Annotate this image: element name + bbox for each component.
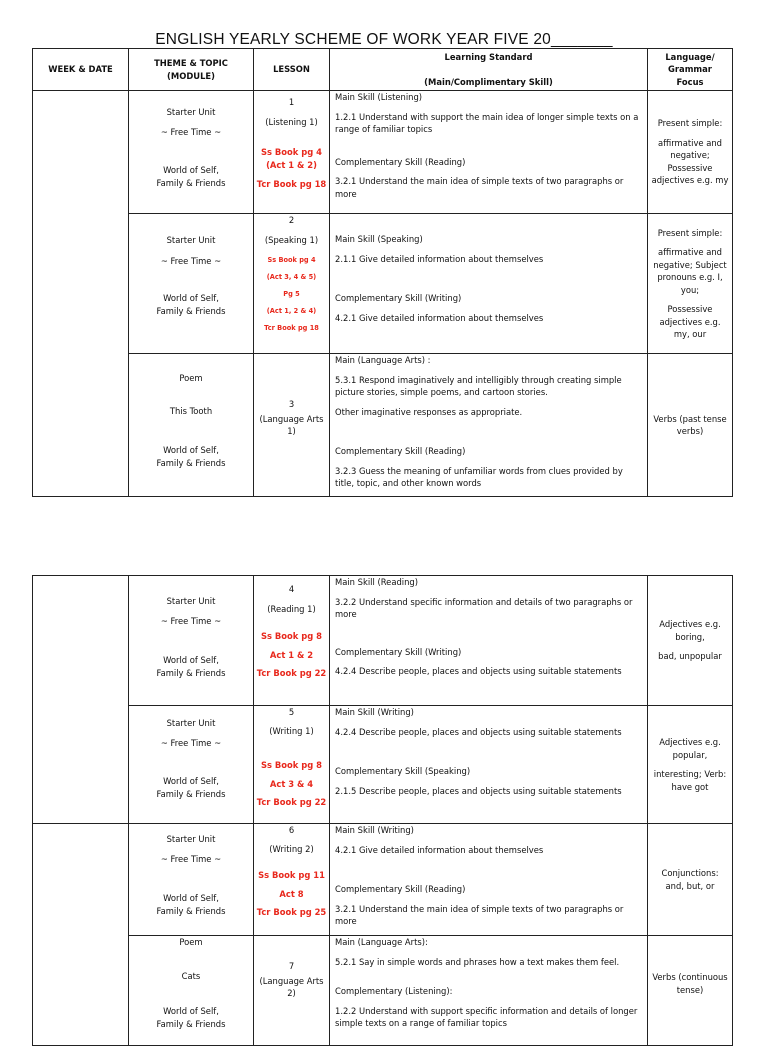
book-reference: (Act 1, 2 & 4) bbox=[266, 307, 317, 315]
book-reference: Ss Book pg 4 bbox=[260, 147, 323, 157]
book-reference: Tcr Book pg 18 bbox=[256, 179, 327, 189]
week-date-cell bbox=[33, 91, 129, 497]
learning-standard-cell: Main (Language Arts): 5.2.1 Say in simple words and phrases how a text makes them feel. Complementary (Listening): 1.2.2 Understand with support specific information and details of longer simple texts on a range of familiar topics bbox=[330, 936, 648, 1046]
header-lesson: LESSON bbox=[254, 49, 330, 91]
learning-standard-cell: Main Skill (Speaking) 2.1.1 Give detailed information about themselves Complementary Skill (Writing) 4.2.1 Give detailed information about themselves bbox=[330, 214, 648, 354]
book-reference: Tcr Book pg 22 bbox=[256, 797, 327, 807]
lesson-cell: 7 (Language Arts 2) bbox=[254, 936, 330, 1046]
language-focus-cell: Adjectives e.g. popular, interesting; Verb: have got bbox=[648, 706, 733, 824]
language-focus-cell: Present simple: affirmative and negative; Possessive adjectives e.g. my bbox=[648, 91, 733, 214]
book-reference: Tcr Book pg 25 bbox=[256, 907, 327, 917]
theme-cell: Starter Unit ~ Free Time ~ World of Self, Family & Friends bbox=[129, 91, 254, 214]
week-date-cell bbox=[33, 576, 129, 824]
book-reference: (Act 1 & 2) bbox=[266, 159, 317, 170]
table-row bbox=[33, 354, 733, 497]
lesson-cell: 2 (Speaking 1) Ss Book pg 4 (Act 3, 4 & 5) Pg 5 (Act 1, 2 & 4) Tcr Book pg 18 bbox=[254, 214, 330, 354]
lesson-cell: 1 (Listening 1) Ss Book pg 4 (Act 1 & 2) Tcr Book pg 18 bbox=[254, 91, 330, 214]
table-row bbox=[33, 214, 733, 354]
header-language-focus: Language/ Grammar Focus bbox=[648, 49, 733, 91]
book-reference: Ss Book pg 11 bbox=[258, 870, 325, 880]
language-focus-cell: Adjectives e.g. boring, bad, unpopular bbox=[648, 576, 733, 706]
book-reference: Pg 5 bbox=[283, 290, 300, 298]
language-focus-cell: Present simple: affirmative and negative; Subject pronouns e.g. I, you; Possessive adjectives e.g. my, our bbox=[648, 214, 733, 354]
lesson-cell: 4 (Reading 1) Ss Book pg 8 Act 1 & 2 Tcr Book pg 22 bbox=[254, 576, 330, 706]
theme-cell: Starter Unit ~ Free Time ~ World of Self, Family & Friends bbox=[129, 576, 254, 706]
week-date-cell bbox=[33, 824, 129, 1046]
language-focus-cell: Verbs (past tense verbs) bbox=[648, 354, 733, 497]
lesson-cell: 3 (Language Arts 1) bbox=[254, 354, 330, 497]
theme-cell: Poem Cats World of Self, Family & Friends bbox=[129, 936, 254, 1046]
book-reference: Tcr Book pg 18 bbox=[264, 324, 319, 332]
scheme-table-2 bbox=[32, 575, 733, 1046]
table-row bbox=[33, 706, 733, 824]
theme-cell: Starter Unit ~ Free Time ~ World of Self, Family & Friends bbox=[129, 824, 254, 936]
document-title: ENGLISH YEARLY SCHEME OF WORK YEAR FIVE 20_______ bbox=[155, 31, 613, 48]
language-focus-cell: Verbs (continuous tense) bbox=[648, 936, 733, 1046]
book-reference: Ss Book pg 8 bbox=[260, 760, 323, 770]
book-reference: Act 8 bbox=[279, 888, 304, 899]
theme-cell: Poem This Tooth World of Self, Family & Friends bbox=[129, 354, 254, 497]
language-focus-cell: Conjunctions: and, but, or bbox=[648, 824, 733, 936]
lesson-cell: 5 (Writing 1) Ss Book pg 8 Act 3 & 4 Tcr Book pg 22 bbox=[254, 706, 330, 824]
learning-standard-cell: Main Skill (Writing) 4.2.1 Give detailed information about themselves Complementary Skill (Reading) 3.2.1 Understand the main idea of simple texts of two paragraphs or more bbox=[330, 824, 648, 936]
book-reference: Ss Book pg 4 bbox=[267, 256, 316, 264]
book-reference: Act 1 & 2 bbox=[269, 649, 314, 660]
theme-cell: Starter Unit ~ Free Time ~ World of Self, Family & Friends bbox=[129, 706, 254, 824]
theme-cell: Starter Unit ~ Free Time ~ World of Self, Family & Friends bbox=[129, 214, 254, 354]
table-header-row bbox=[33, 49, 733, 91]
header-theme: THEME & TOPIC (MODULE) bbox=[129, 49, 254, 91]
book-reference: Tcr Book pg 22 bbox=[256, 668, 327, 678]
header-week-date: WEEK & DATE bbox=[33, 49, 129, 91]
book-reference: (Act 3, 4 & 5) bbox=[266, 273, 317, 281]
learning-standard-cell: Main Skill (Writing) 4.2.4 Describe people, places and objects using suitable statements Complementary Skill (Speaking) 2.1.5 Describe people, places and objects using suitable statements bbox=[330, 706, 648, 824]
table-row bbox=[33, 824, 733, 936]
book-reference: Act 3 & 4 bbox=[269, 778, 314, 789]
table-row bbox=[33, 91, 733, 214]
header-learning-standard: Learning Standard (Main/Complimentary Skill) bbox=[330, 49, 648, 91]
table-row bbox=[33, 936, 733, 1046]
scheme-table-1 bbox=[32, 48, 733, 497]
table-row bbox=[33, 576, 733, 706]
learning-standard-cell: Main (Language Arts) : 5.3.1 Respond imaginatively and intelligibly through creating simple picture stories, simple poems, and cartoon stories. Other imaginative responses as appropriate. Complementary Skill (Reading) 3.2.3 Guess the meaning of unfamiliar words from clues provided by title, topic, and other known words bbox=[330, 354, 648, 497]
learning-standard-cell: Main Skill (Listening) 1.2.1 Understand with support the main idea of longer simple texts on a range of familiar topics Complementary Skill (Reading) 3.2.1 Understand the main idea of simple texts of two paragraphs or more bbox=[330, 91, 648, 214]
book-reference: Ss Book pg 8 bbox=[260, 631, 323, 641]
lesson-cell: 6 (Writing 2) Ss Book pg 11 Act 8 Tcr Book pg 25 bbox=[254, 824, 330, 936]
learning-standard-cell: Main Skill (Reading) 3.2.2 Understand specific information and details of two paragraphs or more Complementary Skill (Writing) 4.2.4 Describe people, places and objects using suitable statements bbox=[330, 576, 648, 706]
